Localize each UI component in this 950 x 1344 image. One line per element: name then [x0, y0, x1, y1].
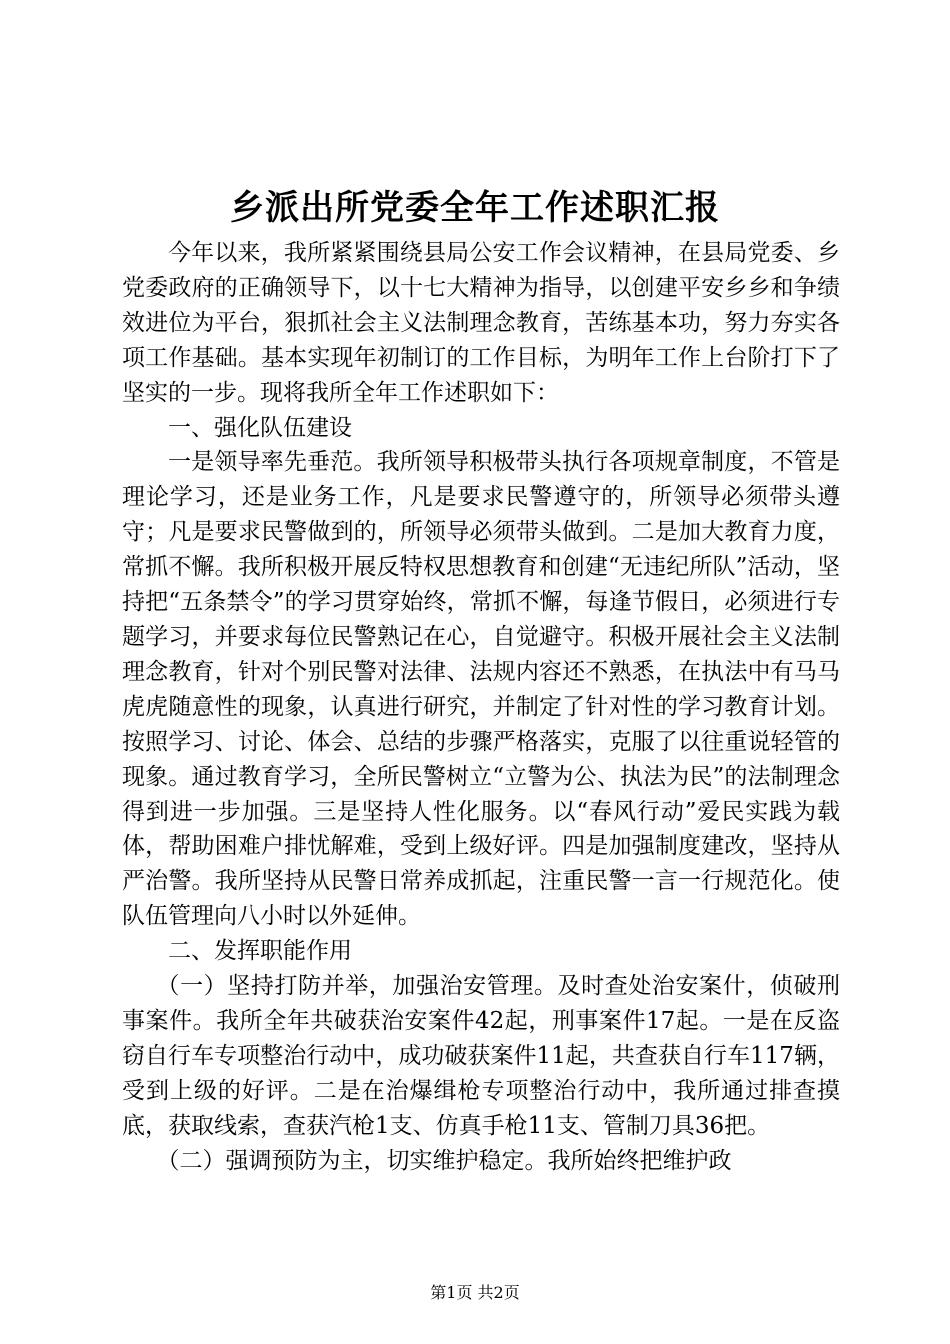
section-1-paragraph: 一是领导率先垂范。我所领导积极带头执行各项规章制度，不管是理论学习，还是业务工作，凡是要求民警遵守的，所领导必须带头遵守；凡是要求民警做到的，所领导必须带头做到。二是加大教育力度，常抓不懈。我所积极开展反特权思想教育和创建“无违纪所队”活动，坚持把“五条禁令”的学习贯穿始终，常抓不懈，每逢节假日，必须进行专题学习，并要求每位民警熟记在心，自觉避守。积极开展社会主义法制理念教育，针对个别民警对法律、法规内容还不熟悉，在执法中有马马虎虎随意性的现象，认真进行研究，并制定了针对性的学习教育计划。按照学习、讨论、体会、总结的步骤严格落实，克服了以往重说轻管的现象。通过教育学习，全所民警树立“立警为公、执法为民”的法制理念得到进一步加强。三是坚持人性化服务。以“春风行动”爱民实践为载体，帮助困难户排忧解难，受到上级好评。四是加强制度建改，坚持从严治警。我所坚持从民警日常养成抓起，注重民警一言一行规范化。使队伍管理向八小时以外延伸。 [122, 449, 840, 930]
subsection-1-paragraph: （一）坚持打防并举，加强治安管理。及时查处治安案什，侦破刑事案件。我所全年共破获治安案件42起，刑事案件17起。一是在反盗窃自行车专项整治行动中，成功破获案件11起，共查获自行车117辆，受到上级的好评。二是在治爆缉枪专项整治行动中，我所通过排查摸底，获取线索，查获汽枪1支、仿真手枪11支、管制刀具36把。 [122, 973, 840, 1139]
document-body [122, 236, 840, 1178]
subsection-2-paragraph: （二）强调预防为主，切实维护稳定。我所始终把维护政 [156, 1147, 732, 1174]
section-heading-2: 二、发挥职能作用 [168, 938, 352, 965]
section-heading-1: 一、强化队伍建设 [168, 414, 352, 441]
page-footer: 第1页 共2页 [430, 1283, 520, 1302]
intro-paragraph: 今年以来，我所紧紧围绕县局公安工作会议精神，在县局党委、乡党委政府的正确领导下，以十七大精神为指导，以创建平安乡乡和争绩效进位为平台，狠抓社会主义法制理念教育，苦练基本功，努力夯实各项工作基础。基本实现年初制订的工作目标，为明年工作上台阶打下了坚实的一步。现将我所全年工作述职如下： [122, 240, 840, 406]
document-title: 乡派出所党委全年工作述职汇报 [230, 188, 720, 228]
